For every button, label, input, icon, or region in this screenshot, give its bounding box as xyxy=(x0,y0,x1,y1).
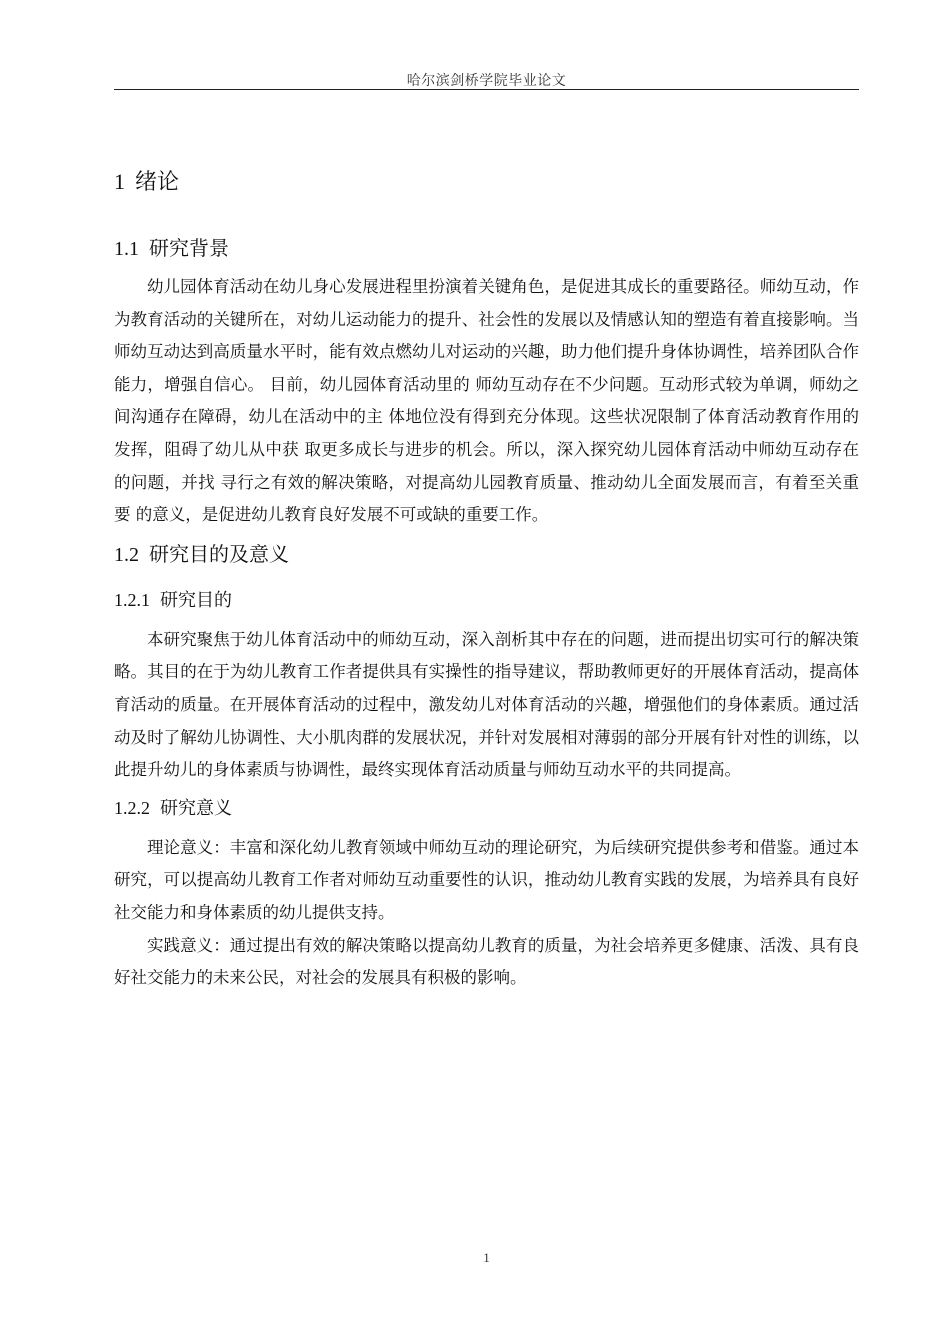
header-rule xyxy=(114,89,859,90)
theory-significance-paragraph: 理论意义：丰富和深化幼儿教育领域中师幼互动的理论研究，为后续研究提供参考和借鉴。通过本研究，可以提高幼儿教育工作者对师幼互动重要性的认识，推动幼儿教育实践的发展，为培养具有良好社交能力和身体素质的幼儿提供支持。 xyxy=(114,837,859,922)
section-heading-purpose-significance xyxy=(114,536,859,573)
chapter-number: 1 xyxy=(114,169,125,194)
page-content xyxy=(114,150,859,995)
section-title: 研究目的及意义 xyxy=(149,541,289,566)
background-paragraph: 幼儿园体育活动在幼儿身心发展进程里扮演着关键角色，是促进其成长的重要路径。师幼互动，作为教育活动的关键所在，对幼儿运动能力的提升、社会性的发展以及情感认知的塑造有着直接影响。当师幼互动达到高质量水平时，能有效点燃幼儿对运动的兴趣，助力他们提升身体协调性，培养团队合作能力，增强自信心。 目前，幼儿园体育活动里的 师幼互动存在不少问题。互动形式较为单调，师幼之间沟通存在障碍，幼儿在活动中的主 体地位没有得到充分体现。这些状况限制了体育活动教育作用的发挥，阻碍了幼儿从中获 取更多成长与进步的机会。所以，深入探究幼儿园体育活动中师幼互动存在的问题，并找 寻行之有效的解决策略，对提高幼儿园教育质量、推动幼儿全面发展而言，有着至关重要 的意义，是促进幼儿教育良好发展不可或缺的重要工作。 xyxy=(114,277,859,525)
section-number: 1.1 xyxy=(114,238,139,260)
section-number: 1.2 xyxy=(114,543,139,566)
subsection-heading-purpose xyxy=(114,583,859,618)
purpose-paragraph: 本研究聚焦于幼儿体育活动中的师幼互动，深入剖析其中存在的问题，进而提出切实可行的解决策略。其目的在于为幼儿教育工作者提供具有实操性的指导建议，帮助教师更好的开展体育活动，提高体育活动的质量。在开展体育活动的过程中，激发幼儿对体育活动的兴趣，增强他们的身体素质。通过活动及时了解幼儿协调性、大小肌肉群的发展状况，并针对发展相对薄弱的部分开展有针对性的训练，以此提升幼儿的身体素质与协调性，最终实现体育活动质量与师幼互动水平的共同提高。 xyxy=(114,629,859,780)
running-header: 哈尔滨剑桥学院毕业论文 xyxy=(406,73,567,89)
chapter-heading xyxy=(114,162,859,202)
subsection-title: 研究意义 xyxy=(160,797,232,819)
subsection-number: 1.2.2 xyxy=(114,797,150,818)
section-heading-background xyxy=(114,230,859,267)
section-title: 研究背景 xyxy=(149,236,229,260)
chapter-title: 绪论 xyxy=(135,170,180,195)
subsection-title: 研究目的 xyxy=(160,589,232,611)
subsection-heading-significance xyxy=(114,791,859,826)
practice-significance-paragraph: 实践意义：通过提出有效的解决策略以提高幼儿教育的质量，为社会培养更多健康、活泼、具有良好社交能力的未来公民，对社会的发展具有积极的影响。 xyxy=(114,935,859,988)
subsection-number: 1.2.1 xyxy=(114,589,150,610)
page-number: 1 xyxy=(483,1250,490,1265)
